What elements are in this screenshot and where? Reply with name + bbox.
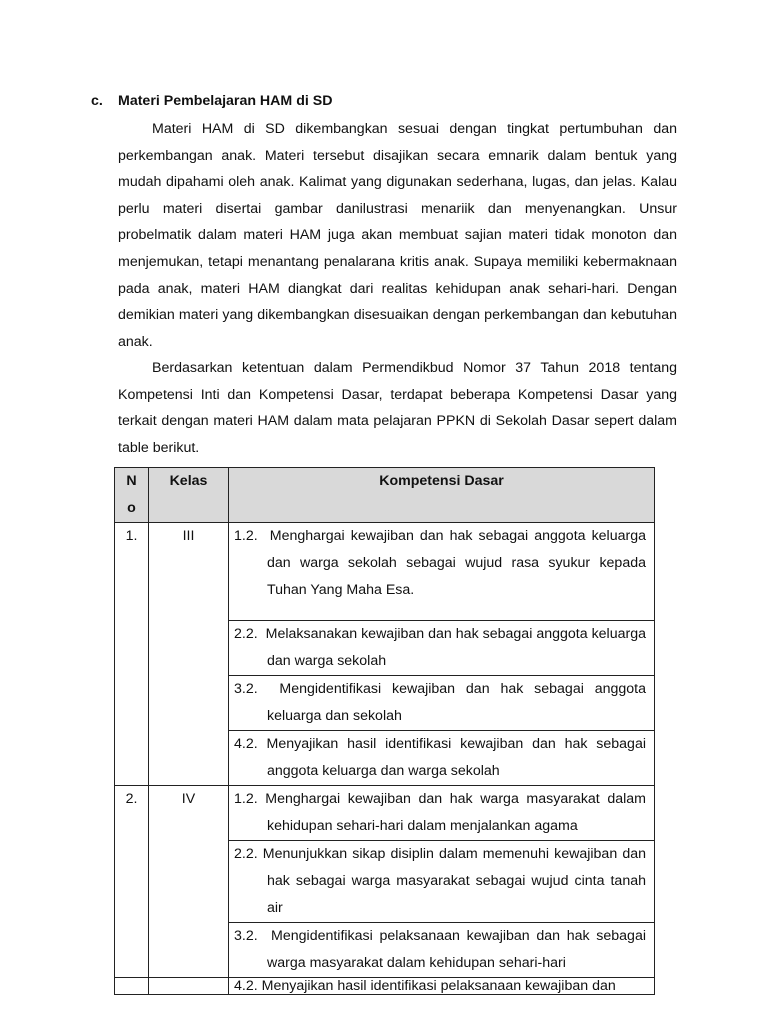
kd-item: 2.2. Menunjukkan sikap disiplin dalam memenuhi kewajiban dan hak sebagai warga masyarakat sebagai wujud cinta tanah air (234, 845, 646, 916)
paragraph-2: Berdasarkan ketentuan dalam Permendikbud Nomor 37 Tahun 2018 tentang Kompetensi Inti dan Kompetensi Dasar, terdapat beberapa Kompetensi Dasar yang terkait dengan materi HAM dalam mata pelajaran PPKN di Sekolah Dasar sepert dalam table berikut. (118, 360, 677, 456)
kd-cell (229, 977, 655, 994)
kd-item: 4.2. Menyajikan hasil identifikasi kewajiban dan hak sebagai anggota keluarga dan warga sekolah (234, 735, 646, 779)
kd-cell (229, 730, 655, 785)
table-row (115, 522, 655, 620)
row-kelas (149, 977, 229, 994)
kd-cell (229, 675, 655, 730)
row-number: 2. (115, 785, 149, 977)
table-header-row (115, 468, 655, 523)
row-number: 1. (115, 522, 149, 785)
table-row (115, 977, 655, 994)
kd-cell (229, 620, 655, 675)
kd-item: 4.2. Menyajikan hasil identifikasi pelaksanaan kewajiban dan (234, 977, 616, 994)
table-row (115, 785, 655, 840)
header-kompetensi-dasar: Kompetensi Dasar (229, 468, 655, 523)
kd-item: 1.2. Menghargai kewajiban dan hak sebagai anggota keluarga dan warga sekolah sebagai wujud rasa syukur kepada Tuhan Yang Maha Esa. (234, 527, 646, 598)
header-kelas: Kelas (149, 468, 229, 523)
kd-item: 3.2. Mengidentifikasi kewajiban dan hak sebagai anggota keluarga dan sekolah (234, 680, 647, 724)
header-no: N o (115, 468, 149, 523)
kd-item: 3.2. Mengidentifikasi pelaksanaan kewajiban dan hak sebagai warga masyarakat dalam kehidupan sehari-hari (234, 927, 646, 971)
kd-cell (229, 522, 655, 620)
kd-item: 1.2. Menghargai kewajiban dan hak warga masyarakat dalam kehidupan sehari-hari dalam menjalankan agama (234, 790, 646, 834)
kd-item: 2.2. Melaksanakan kewajiban dan hak sebagai anggota keluarga dan warga sekolah (234, 625, 646, 669)
row-number (115, 977, 149, 994)
row-kelas: IV (149, 785, 229, 977)
kd-cell (229, 922, 655, 977)
paragraph-1: Materi HAM di SD dikembangkan sesuai dengan tingkat pertumbuhan dan perkembangan anak. Materi tersebut disajikan secara emnarik dalam bentuk yang mudah dipahami oleh anak. Kalimat yang digunakan sederhana, lugas, dan jelas. Kalau perlu materi disertai gambar danilustrasi menariik dan menyenangkan. Unsur probelmatik dalam materi HAM juga akan membuat sajian materi tidak monoton dan menjemukan, tetapi menantang penalarana kritis anak. Supaya memiliki kebermaknaan pada anak, materi HAM diangkat dari realitas kehidupan anak sehari-hari. Dengan demikian materi yang dikembangkan disesuaikan dengan perkembangan dan kebutuhan anak. (118, 121, 677, 350)
section-letter: c. (91, 93, 103, 109)
section-heading (91, 93, 332, 109)
kd-cell (229, 840, 655, 922)
section-title: Materi Pembelajaran HAM di SD (118, 93, 333, 109)
row-kelas: III (149, 522, 229, 785)
competency-table (114, 467, 655, 995)
kd-cell (229, 785, 655, 840)
